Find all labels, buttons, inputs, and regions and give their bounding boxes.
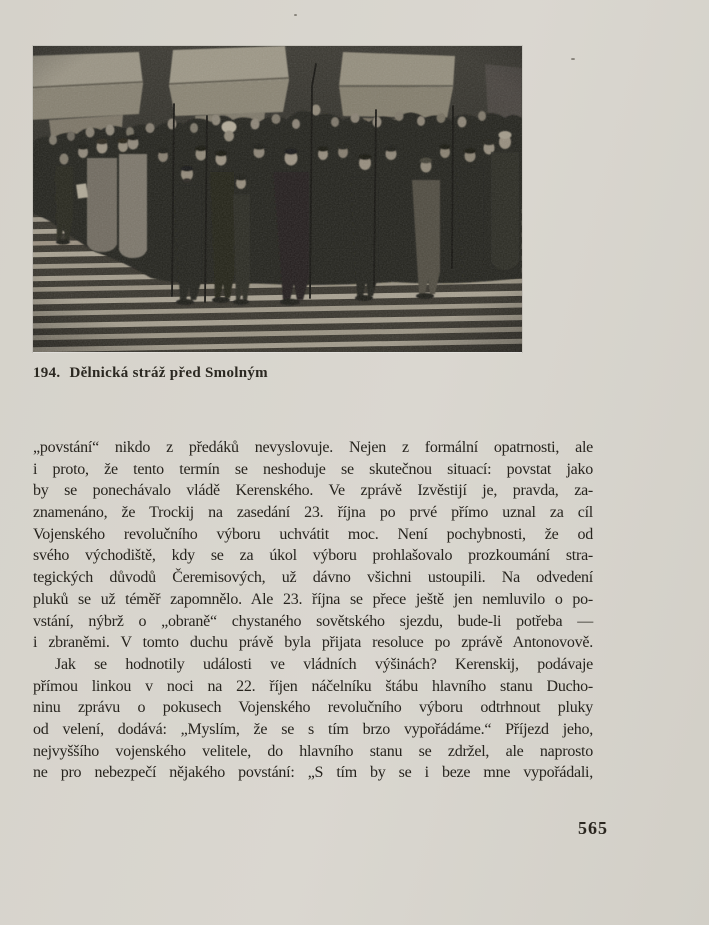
text-line: vstání, nýbrž o „obraně“ chystaného sovětského sjezdu, bude-li potřeba — [33, 612, 593, 630]
text-line: nejvyššího vojenského velitele, do hlavního stanu se zdržel, ale naprosto [33, 742, 593, 760]
text-line: od velení, dodává: „Myslím, že se s tím brzo vypořádáme.“ Příjezd jeho, [33, 720, 593, 738]
photo-illustration [33, 46, 522, 352]
text-line: by se ponechávalo vládě Kerenského. Ve zprávě Izvěstijí je, pravda, za- [33, 482, 593, 500]
dust-speck [571, 58, 575, 60]
text-line: znamenáno, že Trockij na zasedání 23. října po prvé přímo uznal za cíl [33, 504, 593, 522]
figure-caption-text: Dělnická stráž před Smolným [69, 365, 268, 381]
text-line: pluků se už téměř zapomnělo. Ale 23. října se přece ještě jen nemluvilo o po- [33, 590, 593, 608]
dust-speck [294, 14, 297, 16]
text-line: ninu zprávu o pokusech Vojenského revolučního výboru odtrhnout pluky [33, 699, 593, 717]
text-line: svého východiště, kdy se za úkol výboru prohlašovalo prozkoumání stra- [33, 547, 593, 565]
text-line: ne pro nebezpečí nějakého povstání: „S tím by se i beze mne vypořádali, [33, 764, 593, 782]
text-line: přímou linkou v noci na 22. říjen náčelníku štábu hlavního stanu Ducho- [33, 677, 593, 695]
body-text [33, 437, 593, 784]
historical-photo [33, 46, 522, 352]
text-line: Vojenského revolučního výboru uchvátit moc. Není pochybnosti, že od [33, 525, 593, 543]
text-line: i zbraněmi. V tomto duchu právě byla přijata resoluce po zprávě Antonovově. [33, 634, 593, 652]
figure-number: 194. [33, 365, 61, 381]
page-number: 565 [578, 818, 608, 838]
text-line: tegických důvodů Čeremisových, už dávno všichni ustoupili. Na odvedení [33, 569, 593, 587]
figure-caption [33, 365, 268, 382]
text-line: i proto, že tento termín se neshoduje se skutečnou situací: povstat jako [33, 460, 593, 478]
text-line: „povstání“ nikdo z předáků nevyslovuje. Nejen z formální opatrnosti, ale [33, 439, 593, 456]
text-line: Jak se hodnotily události ve vládních výšinách? Kerenskij, podávaje [55, 655, 593, 673]
